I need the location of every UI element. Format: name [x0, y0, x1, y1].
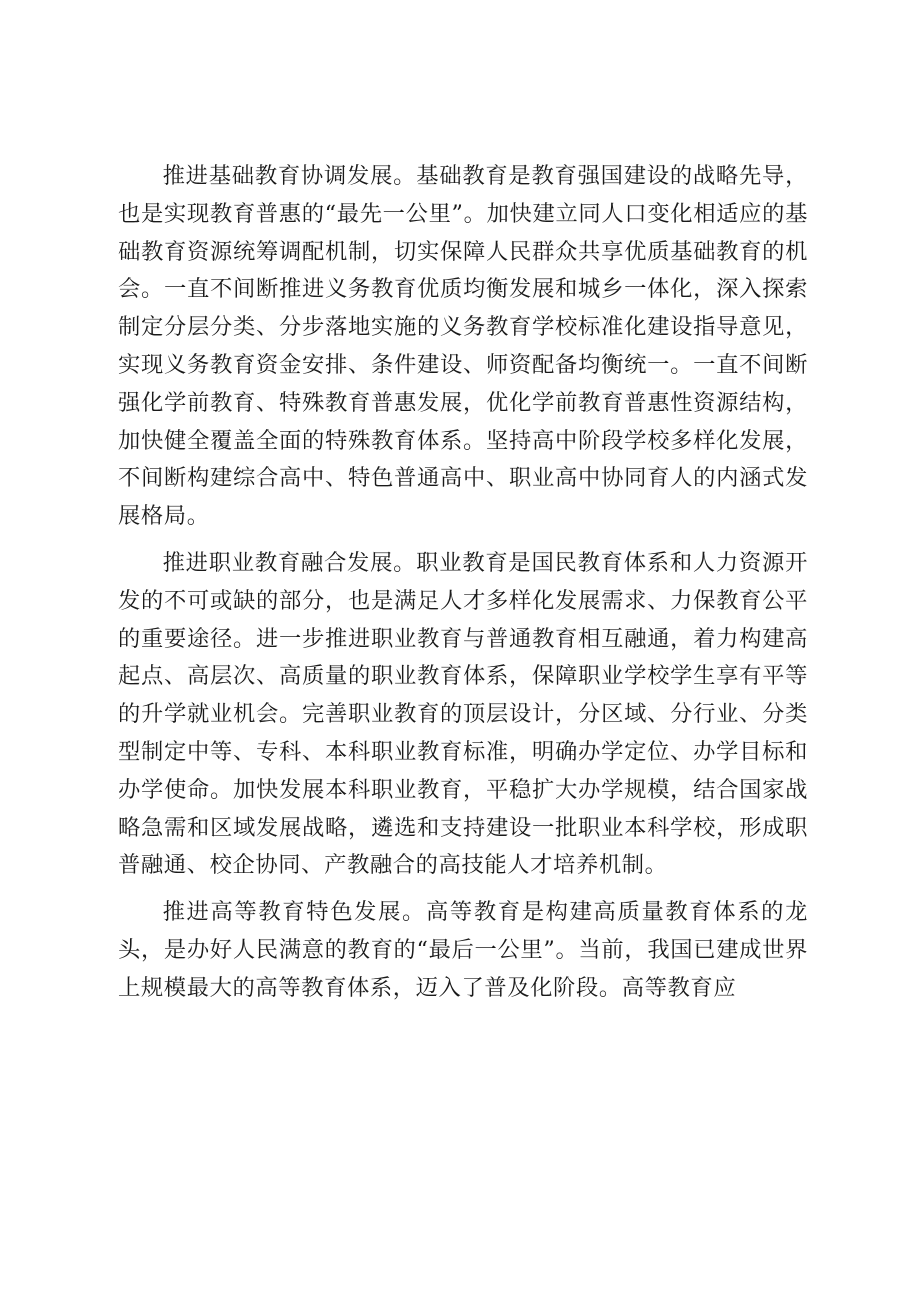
paragraph-higher-education: 推进高等教育特色发展。高等教育是构建高质量教育体系的龙头，是办好人民满意的教育的“最后一公里”。当前，我国已建成世界上规模最大的高等教育体系，迈入了普及化阶段。高等教育应	[118, 899, 808, 1001]
paragraph-basic-education: 推进基础教育协调发展。基础教育是教育强国建设的战略先导，也是实现教育普惠的“最先一公里”。加快建立同人口变化相适应的基础教育资源统筹调配机制，切实保障人民群众共享优质基础教育的机会。一直不间断推进义务教育优质均衡发展和城乡一体化，深入探索制定分层分类、分步落地实施的义务教育学校标准化建设指导意见，实现义务教育资金安排、条件建设、师资配备均衡统一。一直不间断强化学前教育、特殊教育普惠发展，优化学前教育普惠性资源结构，加快健全覆盖全面的特殊教育体系。坚持高中阶段学校多样化发展，不间断构建综合高中、特色普通高中、职业高中协同育人的内涵式发展格局。	[118, 163, 808, 530]
paragraph-vocational-education: 推进职业教育融合发展。职业教育是国民教育体系和人力资源开发的不可或缺的部分，也是满足人才多样化发展需求、力保教育公平的重要途径。进一步推进职业教育与普通教育相互融通，着力构建高起点、高层次、高质量的职业教育体系，保障职业学校学生享有平等的升学就业机会。完善职业教育的顶层设计，分区域、分行业、分类型制定中等、专科、本科职业教育标准，明确办学定位、办学目标和办学使命。加快发展本科职业教育，平稳扩大办学规模，结合国家战略急需和区域发展战略，遴选和支持建设一批职业本科学校，形成职普融通、校企协同、产教融合的高技能人才培养机制。	[118, 549, 808, 879]
document-body	[118, 158, 808, 1008]
